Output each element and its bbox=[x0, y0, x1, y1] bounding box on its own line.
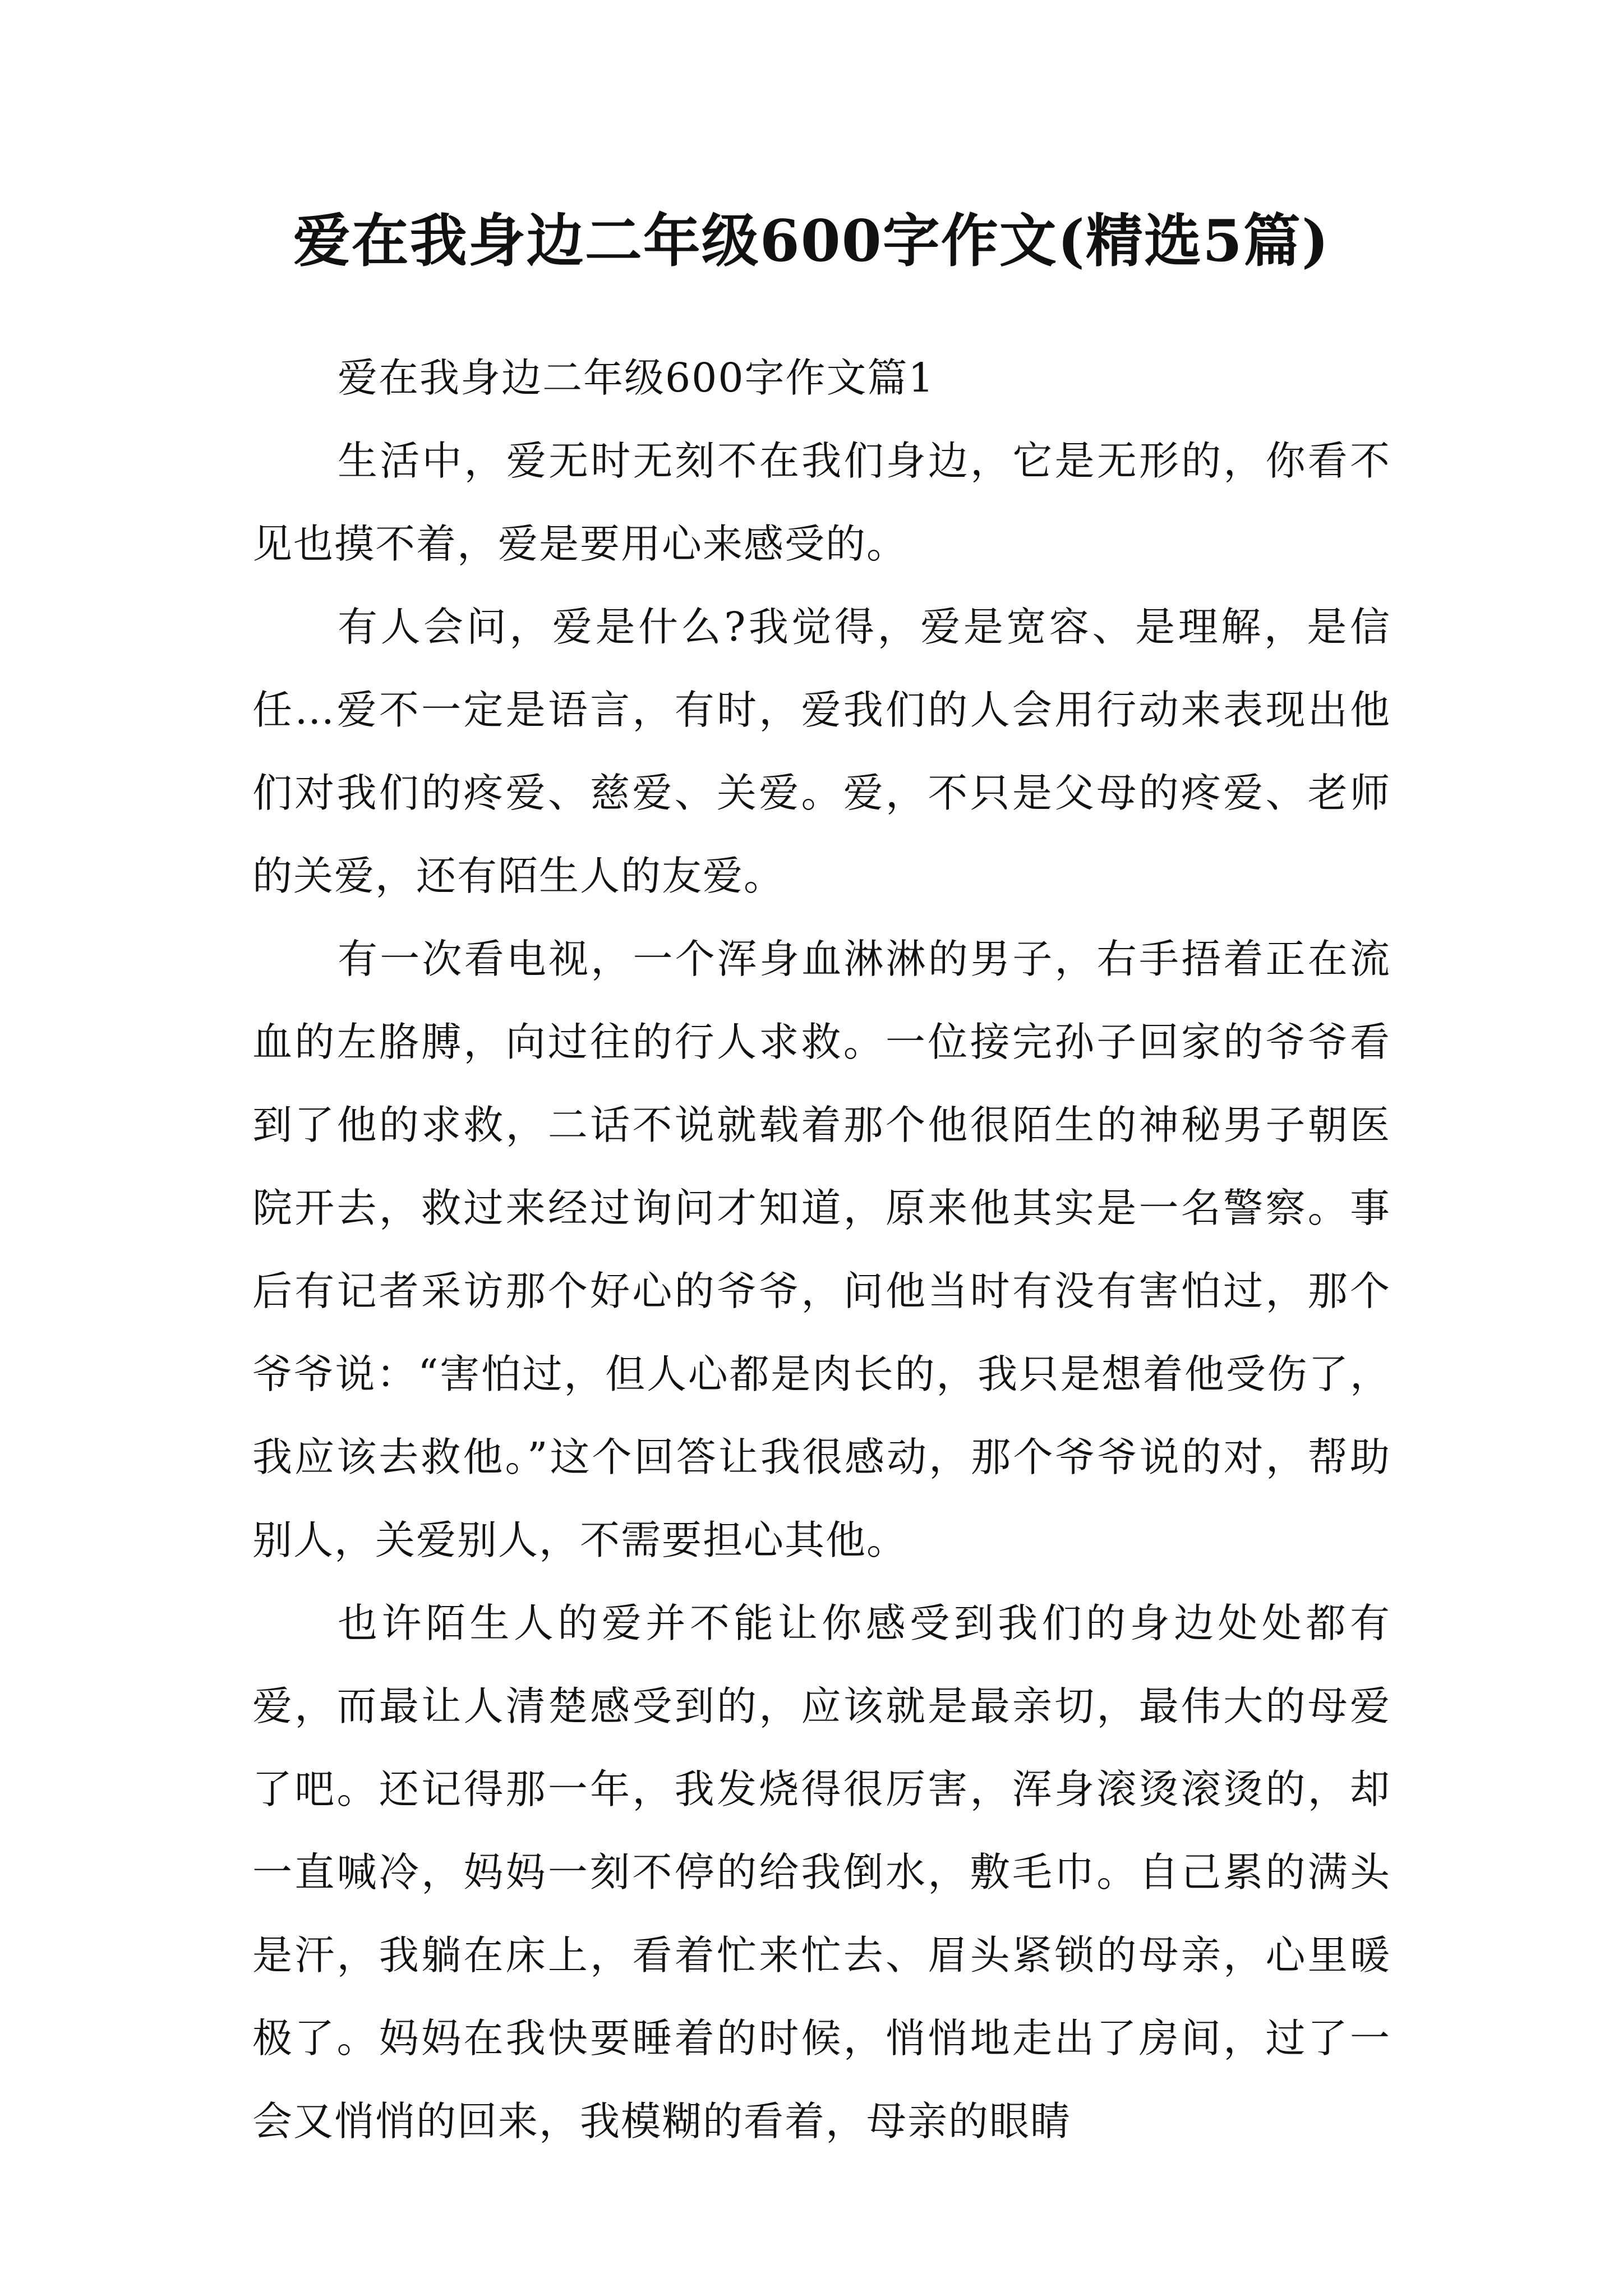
document-title: 爱在我身边二年级600字作文(精选5篇) bbox=[293, 208, 1330, 275]
paragraph: 生活中，爱无时无刻不在我们身边，它是无形的，你看不见也摸不着，爱是要用心来感受的。 bbox=[252, 438, 1391, 567]
paragraph: 有一次看电视，一个浑身血淋淋的男子，右手捂着正在流血的左胳膊，向过往的行人求救。一位接完孙子回家的爷爷看到了他的求救，二话不说就载着那个他很陌生的神秘男子朝医院开去，救过来经过询问才知道，原来他其实是一名警察。事后有记者采访那个好心的爷爷，问他当时有没有害怕过，那个爷爷说：“害怕过，但人心都是肉长的，我只是想着他受伤了，我应该去救他。”这个回答让我很感动，那个爷爷说的对，帮助别人，关爱别人，不需要担心其他。 bbox=[252, 936, 1391, 1563]
document-body bbox=[252, 337, 1391, 2163]
section-heading: 爱在我身边二年级600字作文篇1 bbox=[338, 355, 935, 401]
paragraph: 有人会问，爱是什么?我觉得，爱是宽容、是理解，是信任…爱不一定是语言，有时，爱我们的人会用行动来表现出他们对我们的疼爱、慈爱、关爱。爱，不只是父母的疼爱、老师的关爱，还有陌生人的友爱。 bbox=[252, 604, 1391, 899]
paragraph: 也许陌生人的爱并不能让你感受到我们的身边处处都有爱，而最让人清楚感受到的，应该就是最亲切，最伟大的母爱了吧。还记得那一年，我发烧得很厉害，浑身滚烫滚烫的，却一直喊冷，妈妈一刻不停的给我倒水，敷毛巾。自己累的满头是汗，我躺在床上，看着忙来忙去、眉头紧锁的母亲，心里暖极了。妈妈在我快要睡着的时候，悄悄地走出了房间，过了一会又悄悄的回来，我模糊的看着，母亲的眼睛 bbox=[252, 1600, 1391, 2145]
